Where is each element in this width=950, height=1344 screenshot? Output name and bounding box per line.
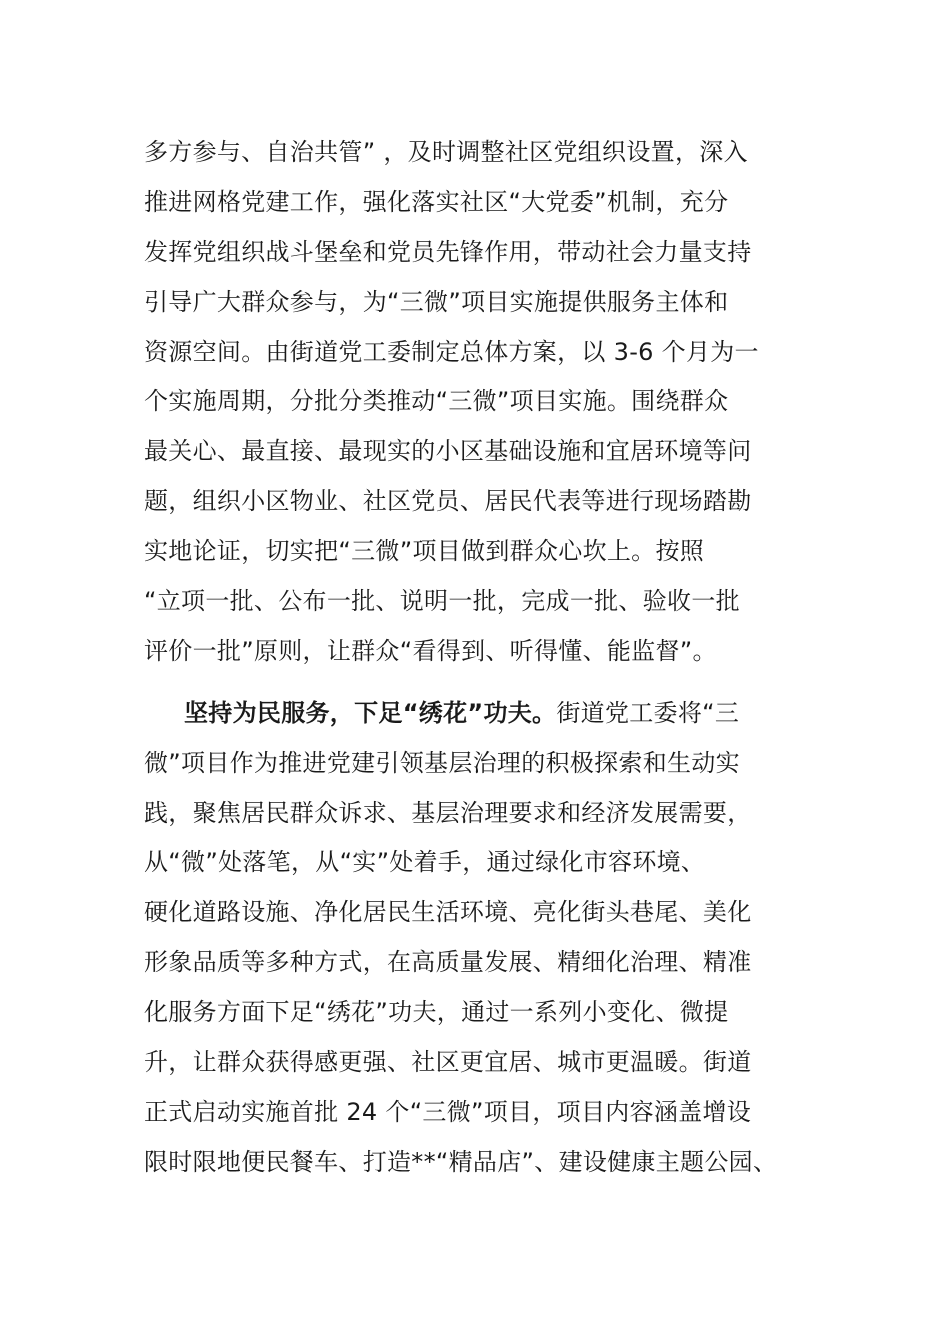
text-line: 硬化道路设施、净化居民生活环境、亮化街头巷尾、美化 [144,898,752,927]
text-line: 最关心、最直接、最现实的小区基础设施和宜居环境等问 [144,437,752,466]
text-line: 限时限地便民餐车、打造**“精品店”、建设健康主题公园、 [144,1147,778,1176]
text-line: 践，聚焦居民群众诉求、基层治理要求和经济发展需要， [144,798,752,827]
text-line: 推进网格党建工作，强化落实社区“大党委”机制，充分 [144,187,729,216]
text-line: 题，组织小区物业、社区党员、居民代表等进行现场踏勘 [144,487,752,516]
body-text [144,128,834,1188]
text-line: 资源空间。由街道党工委制定总体方案，以 3-6 个月为一 [144,337,759,366]
paragraph-1 [144,128,834,677]
paragraph-2 [144,689,834,1188]
text-line: 微”项目作为推进党建引领基层治理的积极探索和生动实 [144,748,740,777]
text-line: 升，让群众获得感更强、社区更宜居、城市更温暖。街道 [144,1048,752,1077]
text-line: 个实施周期，分批分类推动“三微”项目实施。围绕群众 [144,387,729,416]
text-line: 形象品质等多种方式，在高质量发展、精细化治理、精准 [144,948,752,977]
text-line: 实地论证，切实把“三微”项目做到群众心坎上。按照 [144,537,705,566]
text-line: 评价一批”原则，让群众“看得到、听得懂、能监督”。 [144,636,717,665]
section-heading: 坚持为民服务，下足“绣花”功夫。 [184,698,557,727]
text-line: 化服务方面下足“绣花”功夫，通过一系列小变化、微提 [144,998,729,1027]
text-line: 多方参与、自治共管” ，及时调整社区党组织设置，深入 [144,138,748,166]
text-line: 发挥党组织战斗堡垒和党员先锋作用，带动社会力量支持 [144,237,752,266]
text-line-first [144,689,834,739]
paragraph-spacing [144,677,834,689]
text-line: “立项一批、公布一批、说明一批，完成一批、验收一批 [144,587,740,616]
text-line: 引导广大群众参与，为“三微”项目实施提供服务主体和 [144,287,729,316]
text-line: 从“微”处落笔，从“实”处着手，通过绿化市容环境、 [144,848,706,877]
heading-line-rest: 街道党工委将“三 [556,698,740,727]
text-line: 正式启动实施首批 24 个“三微”项目，项目内容涵盖增设 [144,1097,752,1126]
